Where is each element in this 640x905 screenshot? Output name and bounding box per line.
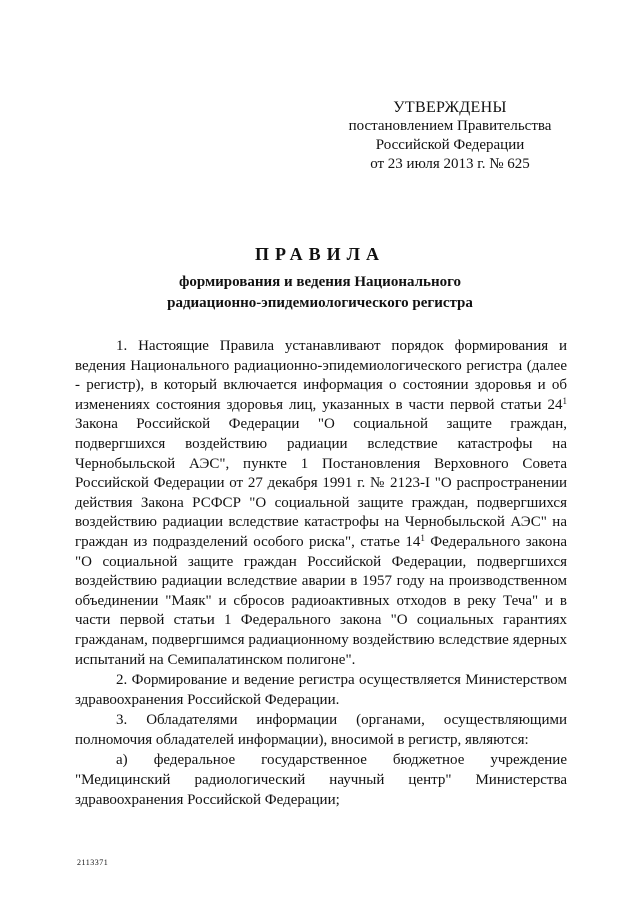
document-code: 2113371 xyxy=(77,858,109,867)
approval-line-3: от 23 июля 2013 г. № 625 xyxy=(370,156,530,172)
paragraph-1 xyxy=(75,337,567,670)
paragraph-1-part-b: Закона Российской Федерации "О социальной защите граждан, подвергшихся воздействию радиации вследствие катастрофы на Чернобыльской АЭС", пункте 1 Постановления Верховного Совета Российской Федерации от 27 декабря 1991 г. № 2123-I "О распространении действия Закона РСФСР "О социальной защите граждан, подвергшихся воздействию радиации вследствие катастрофы на Чернобыльской АЭС" на граждан из подразделений особого риска", статье 14 xyxy=(75,416,567,550)
document-title: ПРАВИЛА xyxy=(254,244,386,264)
paragraph-1-part-a: 1. Настоящие Правила устанавливают порядок формирования и ведения Национального радиационно-эпидемиологического регистра (далее - регистр), в который включается информация о состоянии здоровья и об изменениях состояния здоровья лиц, указанных в части первой статьи 24 xyxy=(75,338,567,413)
paragraph-4: а) федеральное государственное бюджетное учреждение "Медицинский радиологический научный центр" Министерства здравоохранения Российской Федерации; xyxy=(75,752,567,808)
subtitle-line-1: формирования и ведения Национального xyxy=(178,274,462,290)
superscript-1: 1 xyxy=(562,395,567,406)
superscript-2: 1 xyxy=(420,532,425,543)
paragraph-1-part-c: Федерального закона "О социальной защите граждан Российской Федерации, подвергшихся воздействию радиации вследствие аварии в 1957 году на производственном объединении "Маяк" и сбросов радиоактивных отходов в реку Теча" и в части первой статьи 1 Федерального закона "О социальных гарантиях гражданам, подвергшимся радиационному воздействию вследствие ядерных испытаний на Семипалатинском полигоне". xyxy=(75,533,567,668)
approval-line-1: постановлением Правительства xyxy=(348,118,552,134)
document-subtitle xyxy=(0,272,640,314)
approval-block xyxy=(330,98,570,174)
subtitle-line-2: радиационно-эпидемиологического регистра xyxy=(167,295,473,311)
paragraph-2: 2. Формирование и ведение регистра осуществляется Министерством здравоохранения Российской Федерации. xyxy=(75,672,567,708)
paragraph-3: 3. Обладателями информации (органами, осуществляющими полномочия обладателей информации), вносимой в регистр, являются: xyxy=(75,712,567,748)
approval-heading: УТВЕРЖДЕНЫ xyxy=(393,99,507,116)
document-body xyxy=(75,337,567,810)
approval-line-2: Российской Федерации xyxy=(375,137,525,153)
